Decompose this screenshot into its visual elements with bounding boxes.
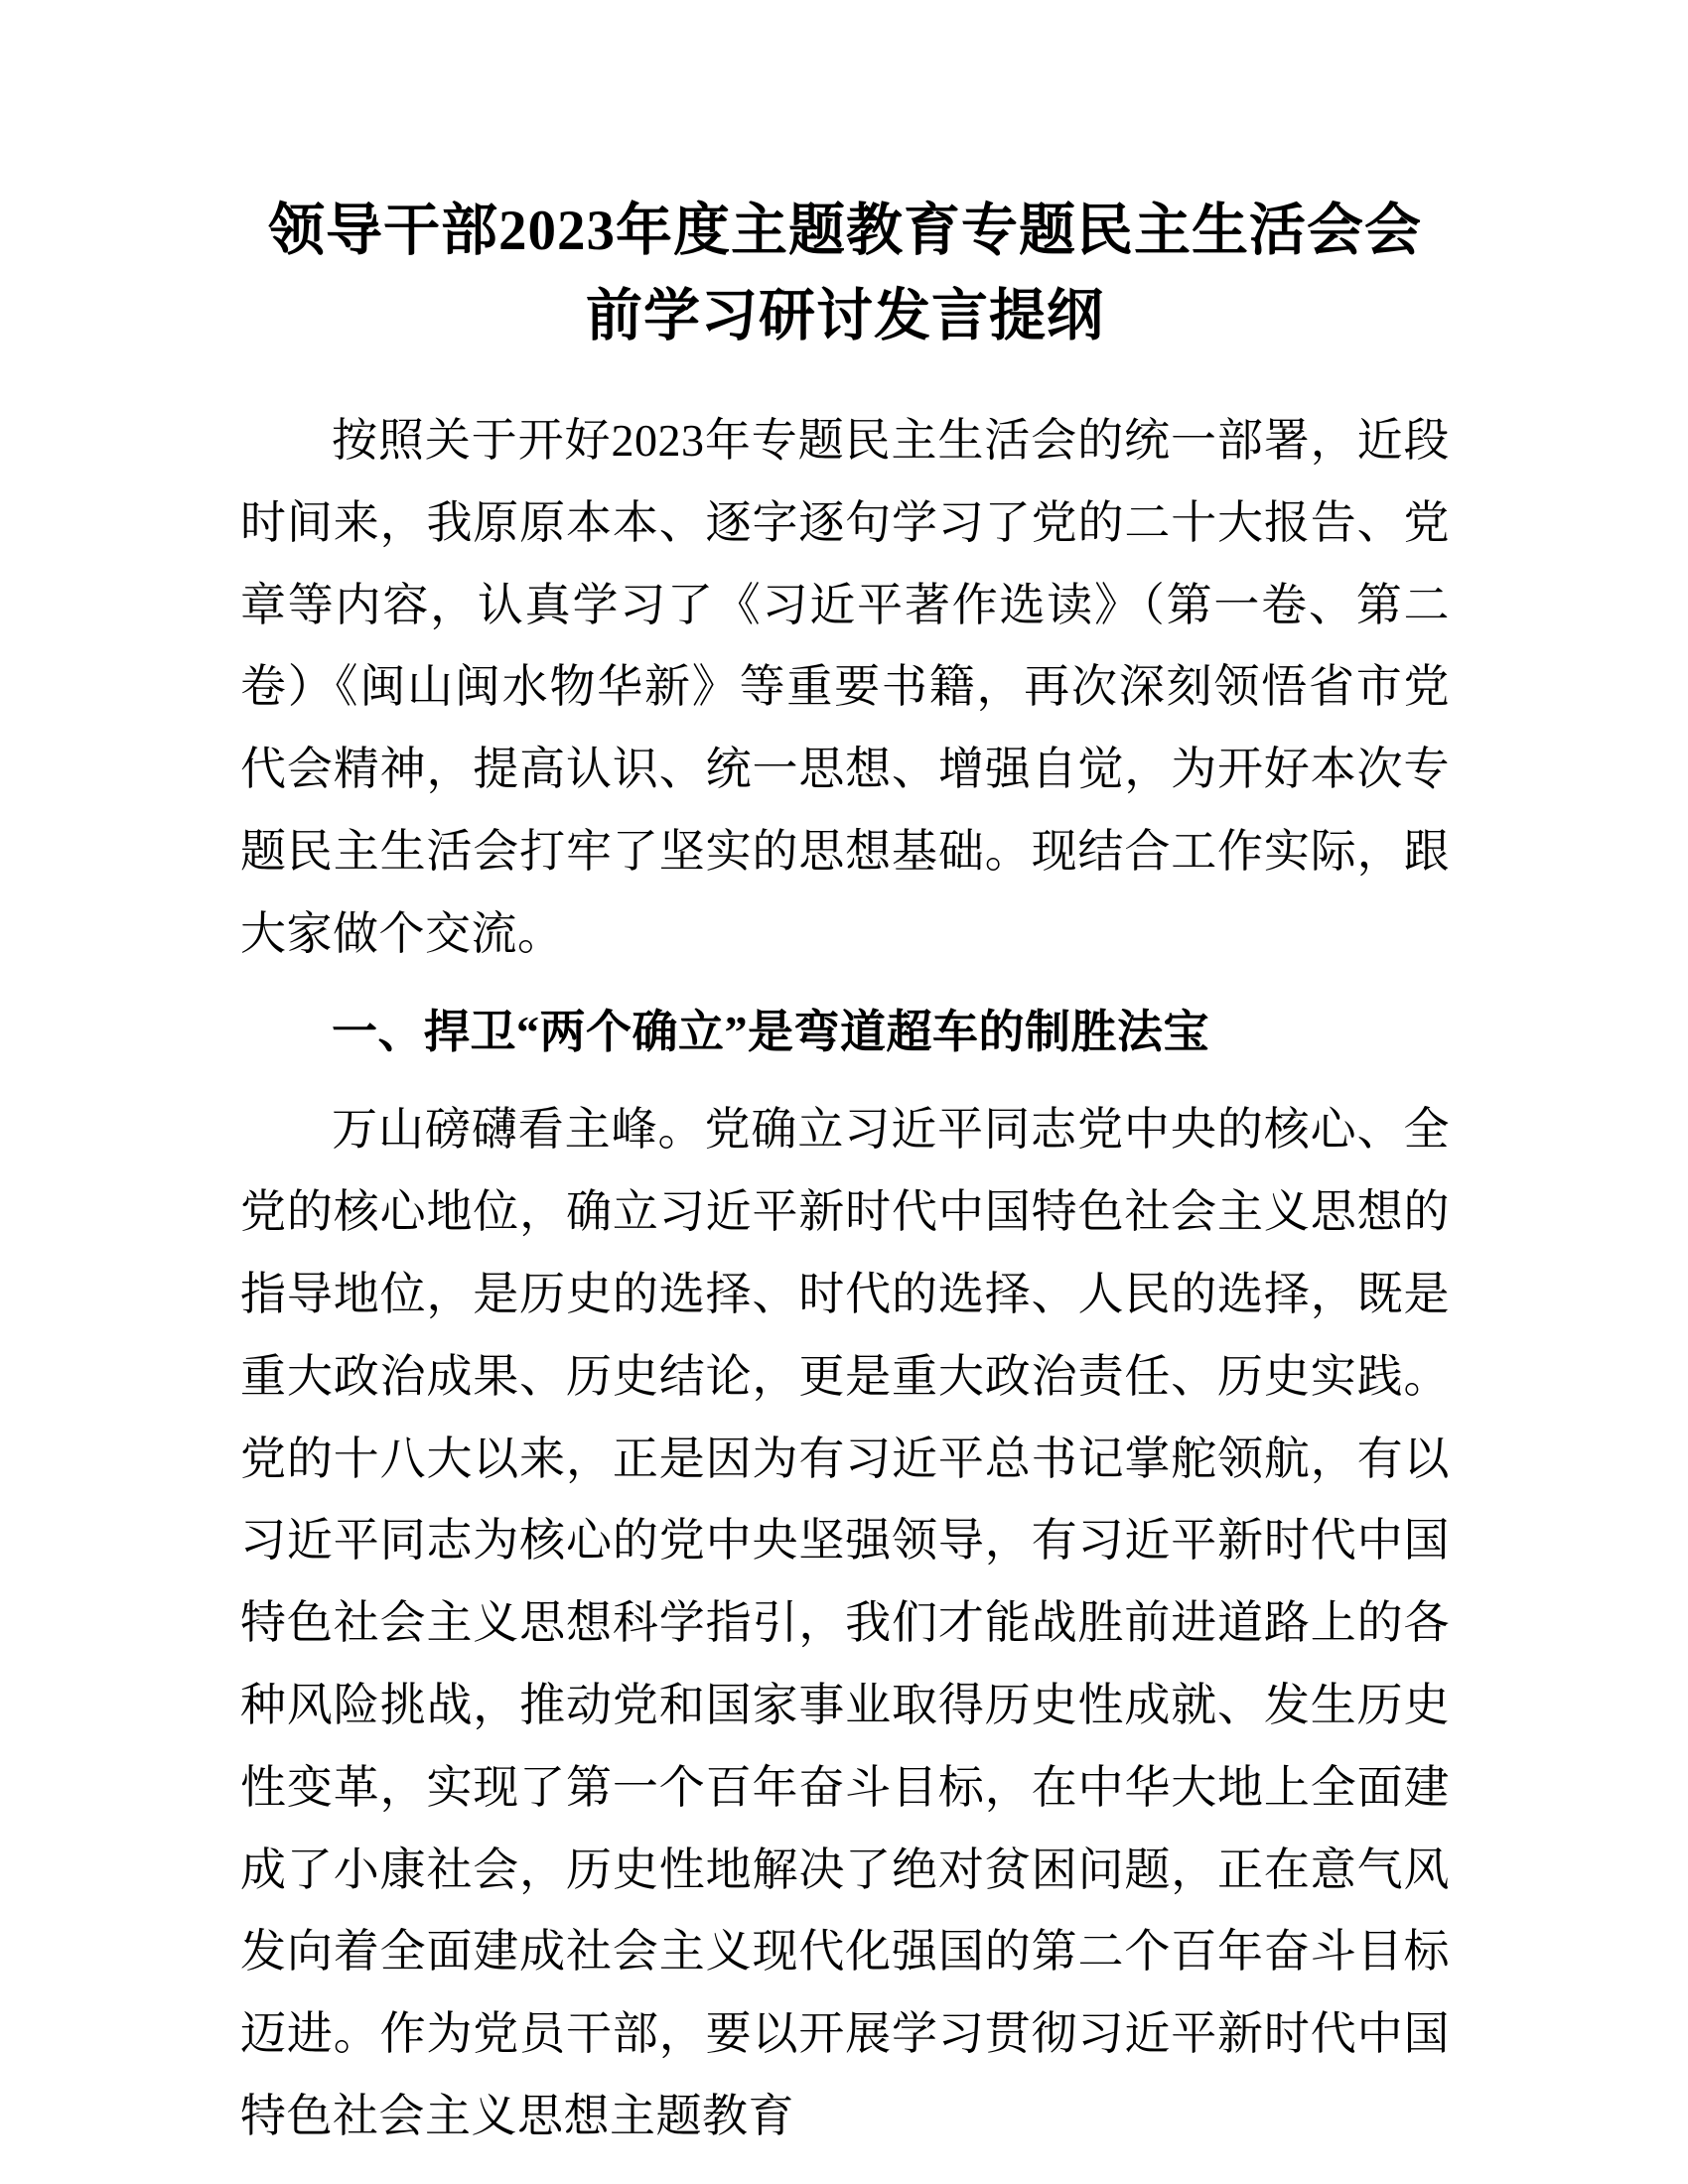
document-title-line-2: 前学习研讨发言提纲 — [586, 284, 1104, 347]
paragraph-intro: 按照关于开好2023年专题民主生活会的统一部署，近段时间来，我原原本本、逐字逐句学习了党的二十大报告、党章等内容，认真学习了《习近平著作选读》（第一卷、第二卷）《闽山闽水物华新》等重要书籍，再次深刻领悟省市党代会精神，提高认识、统一思想、增强自觉，为开好本次专题民主生活会打牢了坚实的思想基础。现结合工作实际，跟大家做个交流。 — [240, 415, 1450, 959]
paragraph-section-1-body: 万山磅礴看主峰。党确立习近平同志党中央的核心、全党的核心地位，确立习近平新时代中国特色社会主义思想的指导地位，是历史的选择、时代的选择、人民的选择，既是重大政治成果、历史结论，更是重大政治责任、历史实践。党的十八大以来，正是因为有习近平总书记掌舵领航，有以习近平同志为核心的党中央坚强领导，有习近平新时代中国特色社会主义思想科学指引，我们才能战胜前进道路上的各种风险挑战，推动党和国家事业取得历史性成就、发生历史性变革，实现了第一个百年奋斗目标，在中华大地上全面建成了小康社会，历史性地解决了绝对贫困问题，正在意气风发向着全面建成社会主义现代化强国的第二个百年奋斗目标迈进。作为党员干部，要以开展学习贯彻习近平新时代中国特色社会主义思想主题教育 — [240, 1104, 1450, 2141]
section-heading-1: 一、捍卫“两个确立”是弯道超车的制胜法宝 — [332, 1006, 1209, 1057]
document-title-line-1: 领导干部2023年度主题教育专题民主生活会会 — [268, 200, 1422, 262]
document-title — [240, 189, 1450, 358]
